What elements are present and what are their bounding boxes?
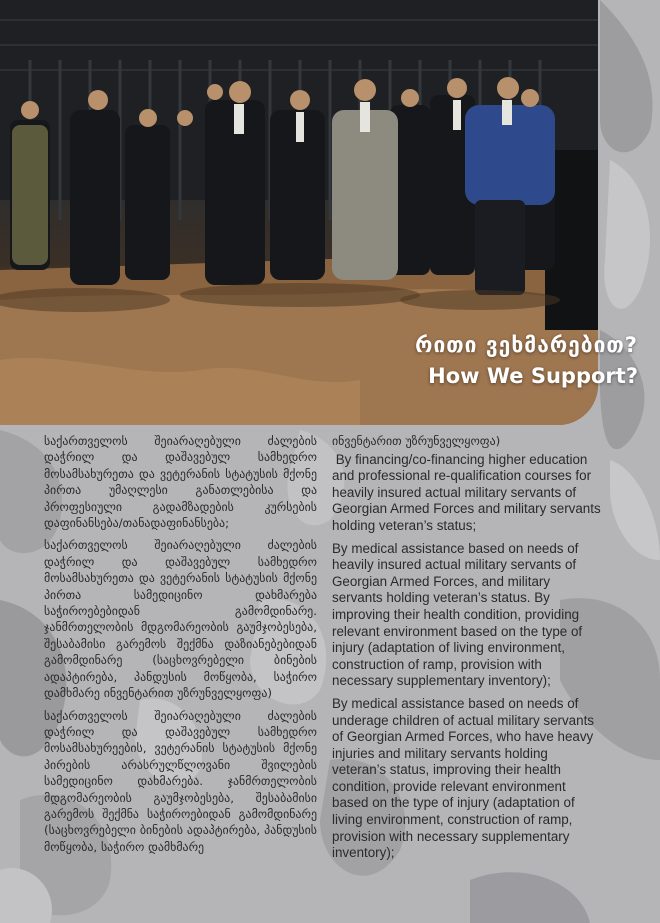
paragraph: საქართველოს შეიარაღებული ძალების დაჭრილ და დაშავებულ სამხედრო მოსამსახურეთა და ვეტერანის სტატუსის მქონე პირთა უმაღლესი განათლებისა და პროფესიული გადამზადების კურსების დაფინანსება/თანადაფინანსება; bbox=[44, 434, 317, 531]
georgian-text-column bbox=[44, 433, 317, 861]
paragraph: საქართველოს შეიარაღებული ძალების დაჭრილ და დაშავებულ სამხედრო მოსამსახურეების, ვეტერანის სტატუსის მქონე პირების არასრულწლოვანი შვილების სამედიცინო დახმარება. ჯანმრთელობის მდგომარეობის გაუმჯობესება, შესაბამისი გარემოს შექმნა საჭიროებიდან გამომდინარე (საცხოვრებელი ბინების ადაპტირება, პანდუსის მოწყობა, საჭირო დამხმარე bbox=[44, 708, 317, 854]
english-text-column bbox=[332, 433, 604, 868]
paragraph: საქართველოს შეიარაღებული ძალების დაჭრილ და დაშავებულ სამხედრო მოსამსახურეთა და ვეტერანის სტატუსის მქონე პირთა სამედიცინო დახმარება საჭიროებებიდან გამომდინარე. ჯანმრთელობის მდგომარეობის გაუმჯობესება, შესაბამისი გარემოს შექმნა დაზიანებებიდან გამომდინარე (საცხოვრებელი ბინების ადაპტირება, პანდუსის მოწყობა, საჭირო დამხმარე ინვენტარით უზრუნველყოფა) bbox=[44, 538, 317, 701]
paragraph: ინვენტარით უზრუნველყოფა) bbox=[332, 434, 501, 448]
paragraph: By medical assistance based on needs of heavily insured actual military servants of Georgian Armed Forces, and military servants holding veteran’s status. By improving their health condition, providing relevant environment based on the type of injury (adaptation of living environment, construction of ramp, provision with necessary supplementary inventory); bbox=[332, 540, 583, 689]
paragraph: By medical assistance based on needs of underage children of actual military servants of Georgian Armed Forces, who have heavy injuries and military servants holding veteran’s status, improving their health condition, provide relevant environment based on the type of injury (adaptation of living environment, construction of ramp, provision with necessary supplementary inventory); bbox=[332, 695, 594, 861]
heading-georgian: რითი ვეხმარებით? bbox=[415, 333, 638, 357]
heading-english: How We Support? bbox=[428, 364, 638, 388]
section-heading bbox=[415, 330, 638, 392]
paragraph: By financing/co-financing higher education and professional re-qualification courses for heavily insured actual military servants of Georgian Armed Forces and military servants holding veteran’s status; bbox=[332, 451, 605, 533]
